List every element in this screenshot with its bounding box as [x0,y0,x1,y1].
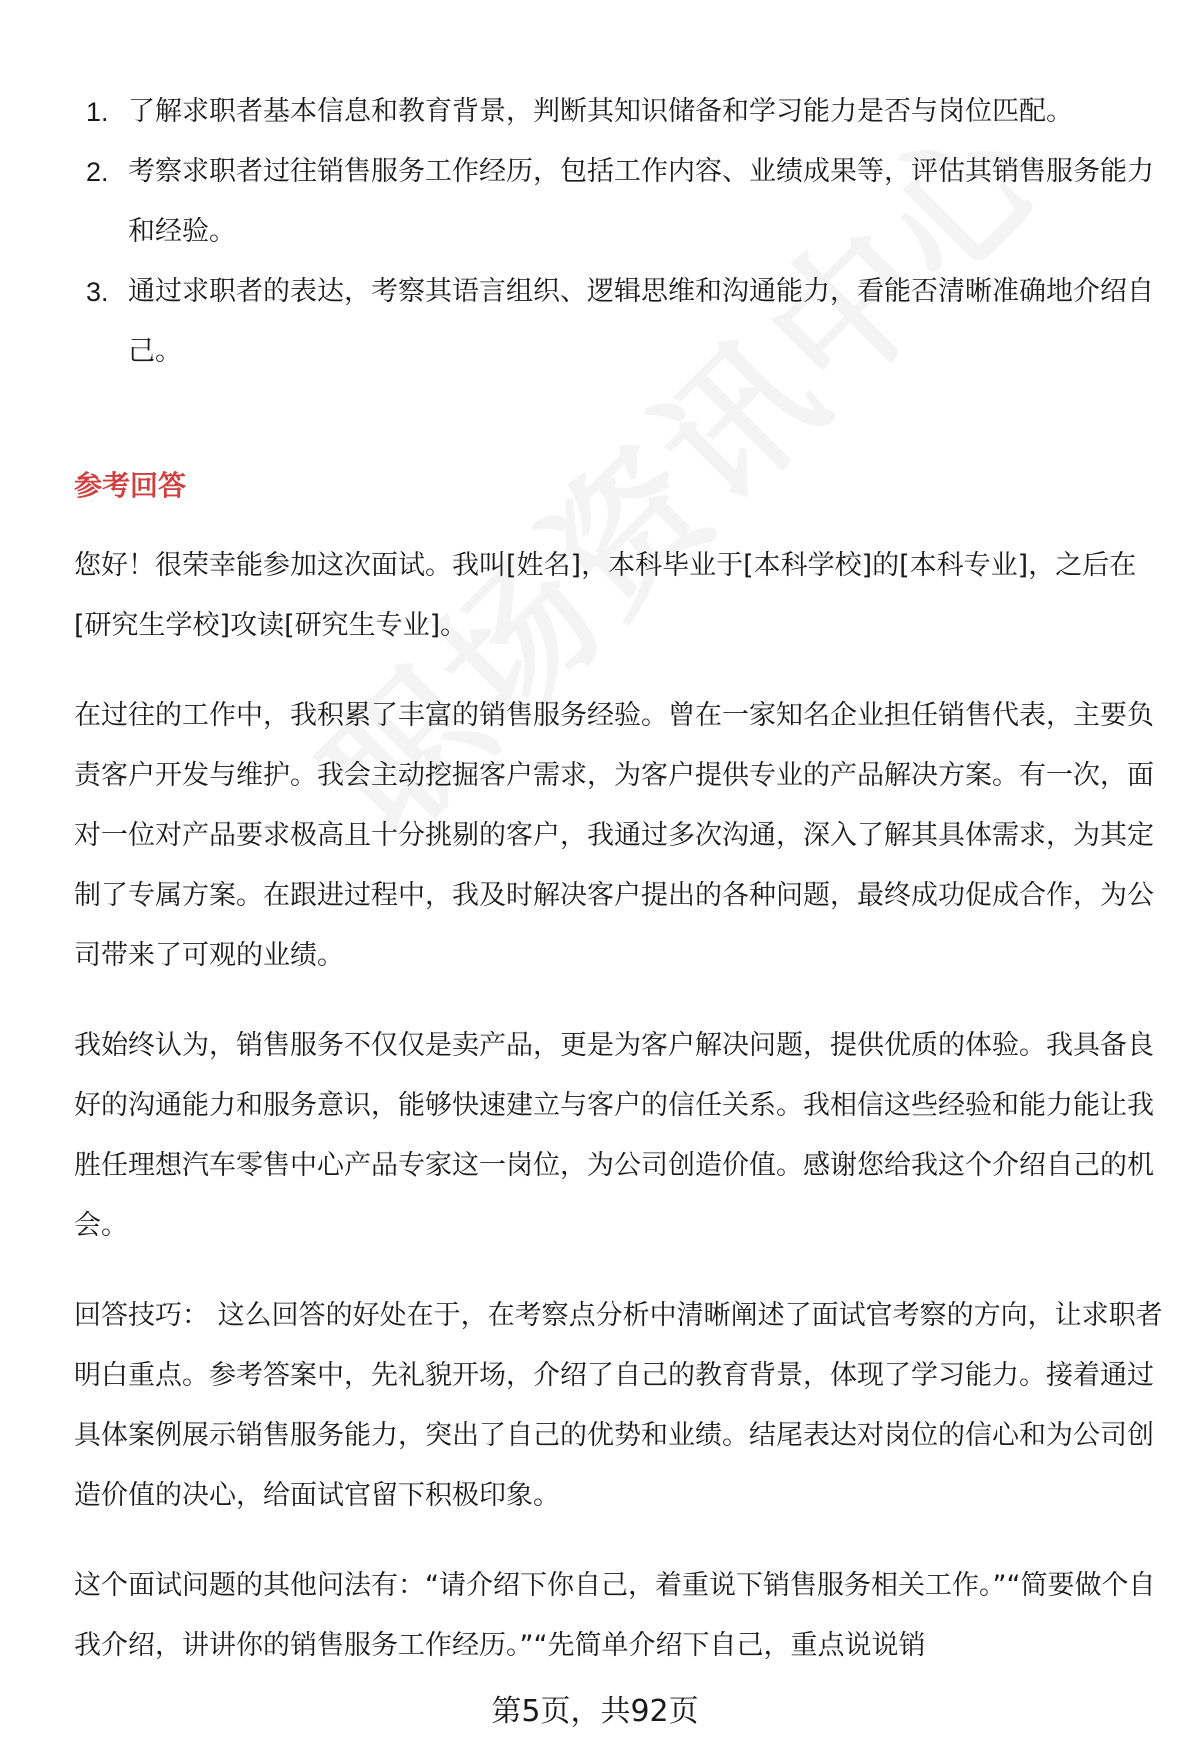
list-number: 2. [86,157,109,187]
list-number: 3. [86,277,109,307]
answer-paragraph-closing: 我始终认为，销售服务不仅仅是卖产品，更是为客户解决问题，提供优质的体验。我具备良好的沟通能力和服务意识，能够快速建立与客户的信任关系。我相信这些经验和能力能让我胜任理想汽车零售中心产品专家这一岗位，为公司创造价值。感谢您给我这个介绍自己的机会。 [74,1030,1154,1241]
list-number: 1. [86,97,109,127]
answer-paragraph-intro: 您好！很荣幸能参加这次面试。我叫[姓名]，本科毕业于[本科学校]的[本科专业]，之后在[研究生学校]攻读[研究生专业]。 [74,550,1137,641]
list-item [0,82,1190,142]
list-item [0,142,1190,262]
list-item-text: 了解求职者基本信息和教育背景，判断其知识储备和学习能力是否与岗位匹配。 [128,96,1073,127]
list-item-text: 通过求职者的表达，考察其语言组织、逻辑思维和沟通能力，看能否清晰准确地介绍自己。 [128,276,1154,367]
alternative-questions-paragraph: 这个面试问题的其他问法有：“请介绍下你自己，着重说下销售服务相关工作。”“简要做个自我介绍，讲讲你的销售服务工作经历。”“先简单介绍下自己，重点说说销 [74,1570,1156,1661]
answer-paragraph-experience: 在过往的工作中，我积累了丰富的销售服务经验。曾在一家知名企业担任销售代表，主要负责客户开发与维护。我会主动挖掘客户需求，为客户提供专业的产品解决方案。有一次，面对一位对产品要求极高且十分挑剔的客户，我通过多次沟通，深入了解其具体需求，为其定制了专属方案。在跟进过程中，我及时解决客户提出的各种问题，最终成功促成合作，为公司带来了可观的业绩。 [74,700,1154,971]
reference-answer-heading: 参考回答 [74,469,187,502]
list-item-text: 考察求职者过往销售服务工作经历，包括工作内容、业绩成果等，评估其销售服务能力和经验。 [128,156,1154,247]
answer-tips-paragraph: 回答技巧： 这么回答的好处在于，在考察点分析中清晰阐述了面试官考察的方向，让求职者明白重点。参考答案中，先礼貌开场，介绍了自己的教育背景，体现了学习能力。接着通过具体案例展示销售服务能力，突出了自己的优势和业绩。结尾表达对岗位的信心和为公司创造价值的决心，给面试官留下积极印象。 [74,1300,1163,1511]
list-item [0,262,1190,382]
consideration-list [0,82,1190,382]
page-number: 第5页，共92页 [491,1694,699,1729]
